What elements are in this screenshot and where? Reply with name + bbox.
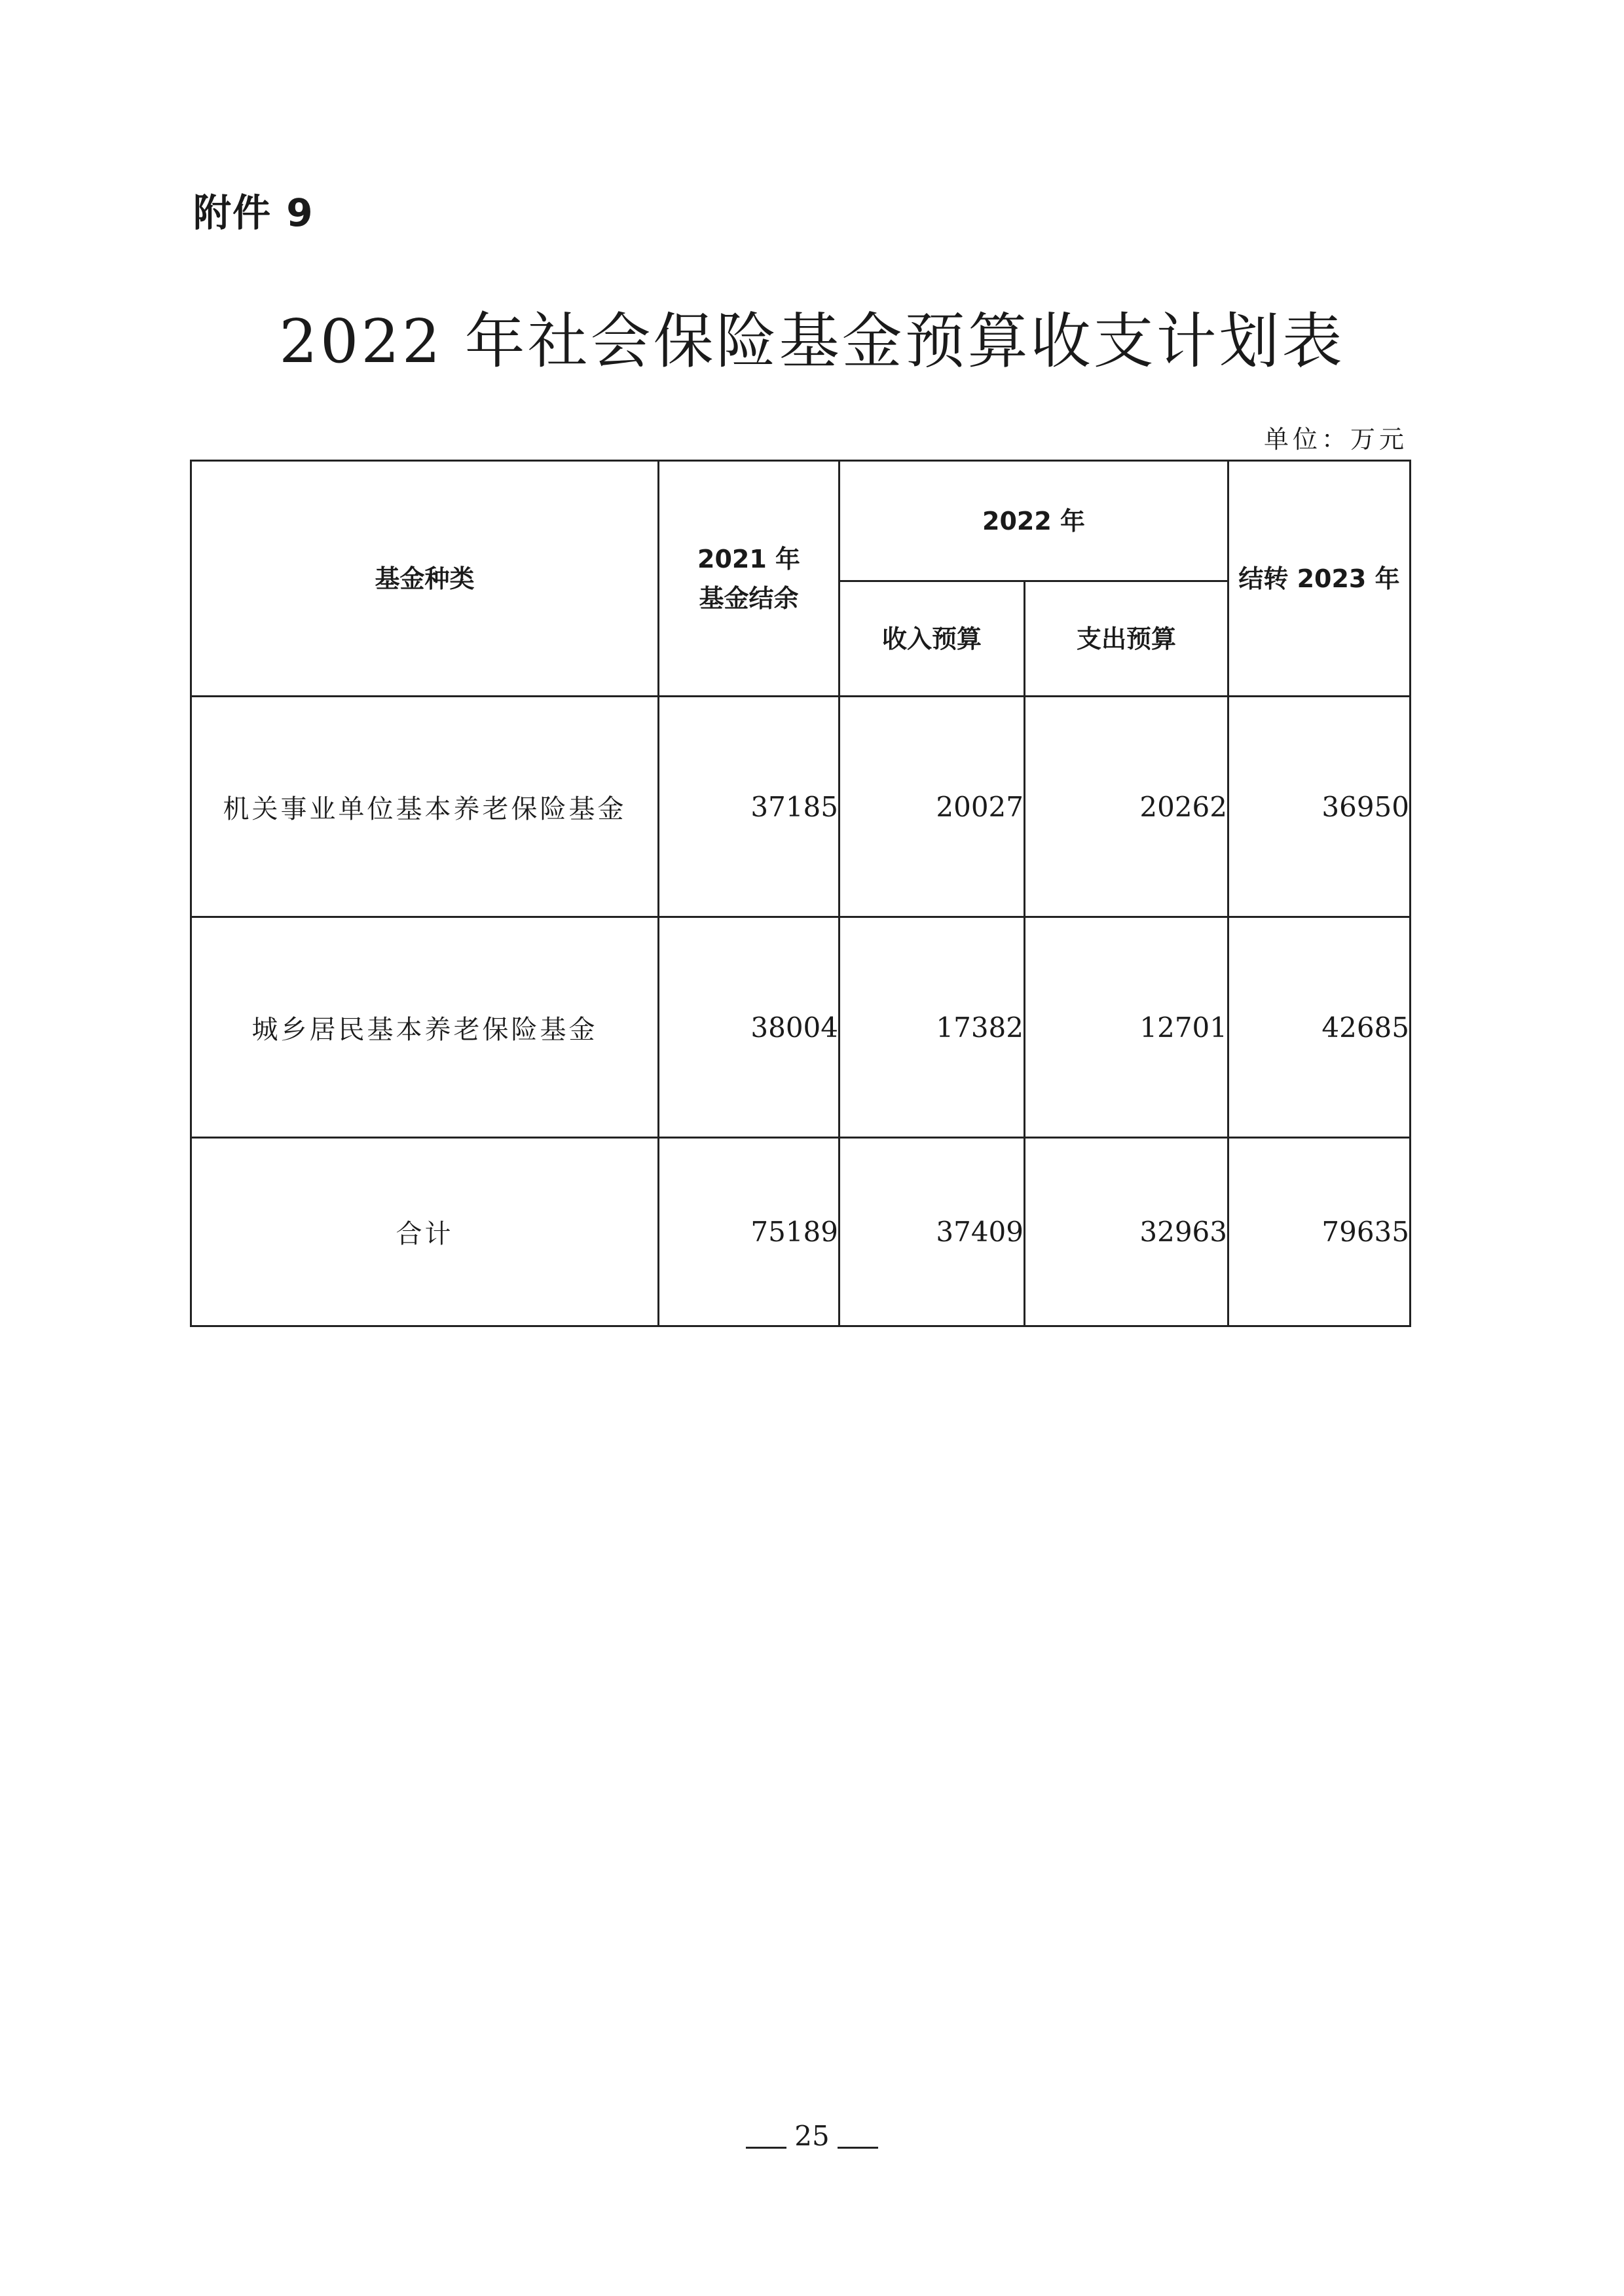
header-fund-type: 基金种类 <box>191 461 659 697</box>
header-balance-2021-label: 基金结余 <box>699 583 799 613</box>
expense-total: 32963 <box>1025 1138 1228 1326</box>
table-header-row <box>191 461 1411 581</box>
income-value: 17382 <box>840 917 1025 1138</box>
carryover-value: 42685 <box>1228 917 1411 1138</box>
balance-2021-value: 37185 <box>659 697 840 917</box>
balance-2021-total: 75189 <box>659 1138 840 1326</box>
fund-name: 城乡居民基本养老保险基金 <box>191 917 659 1138</box>
page-number-value: 25 <box>794 2120 830 2152</box>
page-number-dash-left <box>746 2147 786 2149</box>
table-row <box>191 697 1411 917</box>
header-income-budget: 收入预算 <box>840 581 1025 697</box>
expense-value: 20262 <box>1025 697 1228 917</box>
header-expense-budget: 支出预算 <box>1025 581 1228 697</box>
fund-name: 机关事业单位基本养老保险基金 <box>191 697 659 917</box>
unit-label: 单位：万元 <box>1263 425 1408 454</box>
page-title: 2022 年社会保险基金预算收支计划表 <box>279 306 1345 376</box>
budget-table <box>190 460 1411 1327</box>
header-balance-2021 <box>659 461 840 697</box>
income-value: 20027 <box>840 697 1025 917</box>
carryover-total: 79635 <box>1228 1138 1411 1326</box>
table-row <box>191 917 1411 1138</box>
expense-value: 12701 <box>1025 917 1228 1138</box>
header-year-2022: 2022 年 <box>840 461 1228 581</box>
page-number <box>0 2120 1624 2152</box>
balance-2021-value: 38004 <box>659 917 840 1138</box>
income-total: 37409 <box>840 1138 1025 1326</box>
attachment-label: 附件 9 <box>193 191 314 235</box>
header-balance-2021-year: 2021 年 <box>697 544 800 574</box>
header-carryover-2023: 结转 2023 年 <box>1228 461 1411 697</box>
carryover-value: 36950 <box>1228 697 1411 917</box>
total-label: 合计 <box>191 1138 659 1326</box>
page-number-dash-right <box>838 2147 878 2149</box>
table-total-row <box>191 1138 1411 1326</box>
